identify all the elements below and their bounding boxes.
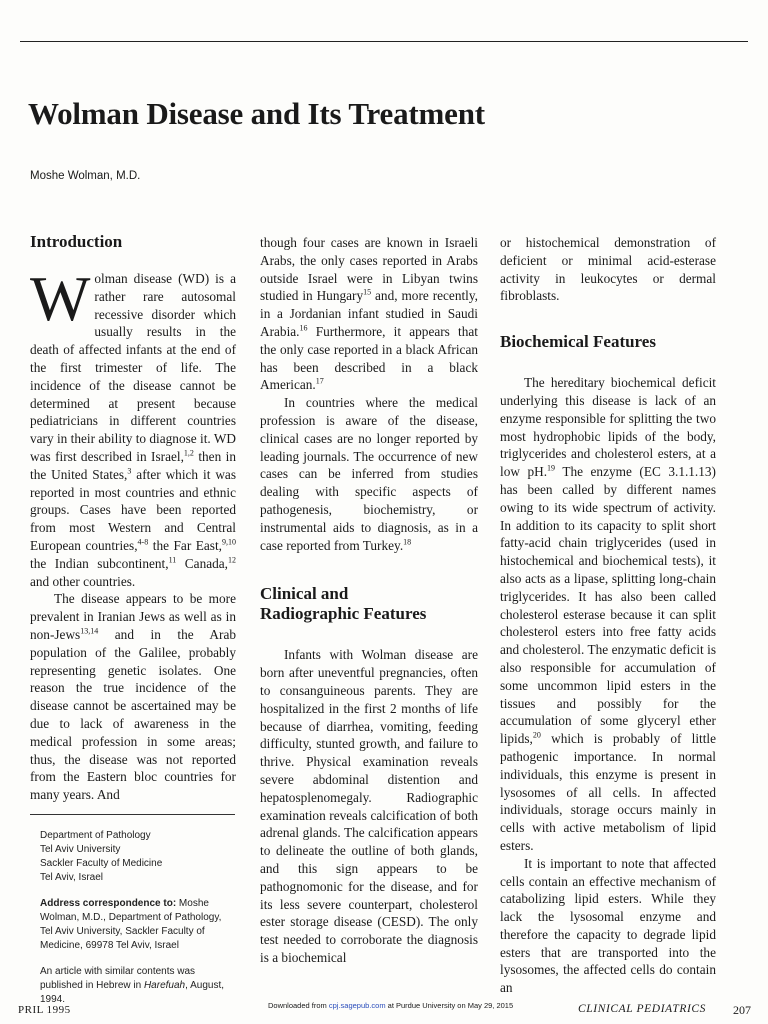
citation: 13,14	[80, 626, 99, 636]
column-3	[500, 234, 716, 997]
footnote-divider	[30, 814, 235, 815]
text-run: olman disease (WD) is a rather rare autosomal recessive disorder which usually results in the death of affected infants at the end of the first trimester of life. The incidence of the disease cannot be determined at present because pediatricians in different countries vary in their ability to diagnose it. WD was first described in Israel,	[30, 271, 236, 464]
journal-name-footer: CLINICAL PEDIATRICS	[578, 1003, 707, 1015]
citation: 11	[168, 555, 177, 565]
article-title: Wolman Disease and Its Treatment	[28, 96, 485, 131]
citation: 9,10	[222, 537, 236, 547]
text-run: In countries where the medical profession is aware of the disease, clinical cases are no longer reported by leading journals. The occurrence of new cases can be inferred from studies dealing with specific aspects of pathogenesis, biochemistry, or instrumental aids to diagnosis, as in a case reported from Turkey.	[260, 395, 478, 553]
intro-paragraph-1	[30, 263, 236, 590]
text-run: The disease appears to be more prevalent in Iranian Jews as well as in non-Jews	[30, 591, 236, 642]
citation: 16	[299, 323, 308, 333]
text-run: and other countries.	[30, 573, 136, 589]
col3-paragraph-2: It is important to note that affected cells contain an effective mechanism of catabolizing lipid esters. While they lack the lysosomal enzyme and therefore the capacity to degrade lipid esters that are transported into the lysosomes, the affected cells do contain an	[500, 855, 716, 996]
citation: 12	[228, 555, 236, 565]
source-link[interactable]: cpj.sagepub.com	[328, 1001, 386, 1010]
heading-line-1: Clinical and	[260, 584, 349, 604]
heading-line-2: Radiographic Features	[260, 604, 427, 624]
author-byline: Moshe Wolman, M.D.	[30, 170, 141, 182]
text-run: which is probably of little pathogenic importance. In normal individuals, this enzyme is present in lysosomes of all cells. In affected individuals, storage occurs mainly in cells with active metabolism of lipid esters.	[500, 731, 716, 853]
section-heading-introduction: Introduction	[30, 232, 123, 251]
citation: 20	[532, 730, 541, 740]
text-run: Canada,	[176, 555, 228, 571]
citation: 15	[363, 287, 372, 297]
drop-cap: W	[30, 263, 91, 334]
col3-paragraph-1	[500, 374, 716, 855]
text-run: Furthermore, it appears that the only case reported in a black African has been described in a black American.	[260, 323, 478, 393]
correspondence-text: Moshe Wolman, M.D., Department of Pathology, Tel Aviv University, Sackler Faculty of Medicine, 69978 Tel Aviv, Israel	[40, 897, 222, 951]
top-rule	[20, 41, 748, 42]
citation: 18	[403, 537, 412, 547]
section-heading-biochemical: Biochemical Features	[500, 332, 656, 352]
download-notice	[268, 1001, 513, 1010]
text-run: the Far East,	[148, 537, 222, 553]
page-footer	[0, 1000, 768, 1016]
text-run: after which it was reported in most countries and ethnic groups. Cases have been reported from most Western and Central European countries,	[30, 466, 236, 553]
page-number: 207	[733, 1003, 751, 1017]
text-run: the Indian subcontinent,	[30, 555, 169, 571]
citation: 19	[547, 463, 556, 473]
column-1	[30, 232, 236, 1019]
citation: 3	[127, 466, 132, 476]
correspondence-note	[40, 897, 236, 953]
col3-paragraph-0: or histochemical demonstration of deficient or minimal acid-esterase activity in leukocytes or dermal fibroblasts.	[500, 235, 716, 304]
text-run: , August, 1994.	[40, 979, 225, 1005]
text-run: at Purdue University on May 29, 2015	[385, 1001, 514, 1010]
text-run: and, more recently, in a Jordanian infant studied in Saudi Arabia.	[260, 288, 478, 339]
intro-paragraph-2	[30, 590, 236, 804]
section-heading-clinical	[260, 584, 478, 624]
text-run: though four cases are known in Israeli Arabs, the only cases reported in Arabs outside Israel were in Libyan twins studied in Hungary	[260, 235, 478, 304]
col2-paragraph-3: Infants with Wolman disease are born after uneventful pregnancies, often to consanguineous parents. They are hospitalized in the first 2 months of life because of diarrhea, vomiting, feeding difficulty, stunted growth, and failure to thrive. Physical examination reveals severe abdominal distention and hepatosplenomegaly. Radiographic examination reveals calcification of both adrenal glands. The calcification appears to delineate the outline of both glands, and this sign appears to be pathognomonic for the disease, and for its less severe counterpart, cholesterol ester storage disease (CESD). The only test needed to corroborate the diagnosis is a biochemical	[260, 647, 478, 965]
text-run: Downloaded from	[268, 1001, 329, 1010]
column-2	[260, 234, 478, 967]
footer-issue-date: PRIL 1995	[18, 1004, 71, 1016]
text-run: The hereditary biochemical deficit underlying this disease is lack of an enzyme responsible for splitting the two most hydrophobic lipids of the body, triglycerides and cholesterol esters, at a low pH.	[500, 375, 716, 480]
text-run: An article with similar contents was published in Hebrew in	[40, 965, 196, 991]
text-run: and in the Arab population of the Galilee, probably representing genetic isolates. One reason the true incidence of the disease cannot be ascertained may be due to lack of awareness in the medical profession in some areas; thus, the disease was not reported from the Eastern bloc countries for many years. And	[30, 626, 236, 803]
journal-name: Harefuah	[143, 979, 186, 991]
citation: 1,2	[183, 448, 194, 458]
col2-paragraph-1	[260, 234, 478, 394]
affiliation-note: Department of Pathology Tel Aviv University Sackler Faculty of Medicine Tel Aviv, Israel	[40, 829, 163, 883]
col2-paragraph-2	[260, 394, 478, 554]
text-run: The enzyme (EC 3.1.1.13) has been called by different names owing to its wide spectrum of activity. In addition to its capacity to split short fatty-acid chain triglycerides (used in histochemical and biochemical tests), it also acts as a lipase, splitting long-chain triglycerides. It has also been called cholesterol esterase because it can split cholesterol esters into free fatty acids and cholesterol. The enzymatic deficit is also responsible for accumulation of some uncommon lipid esters in the tissues and possibly for the accumulation of some glyceryl ether lipids,	[500, 464, 716, 747]
citation: 17	[315, 376, 324, 386]
citation: 4-8	[137, 537, 149, 547]
correspondence-label: Address correspondence to:	[40, 897, 177, 909]
text-run: then in the United States,	[30, 448, 236, 482]
